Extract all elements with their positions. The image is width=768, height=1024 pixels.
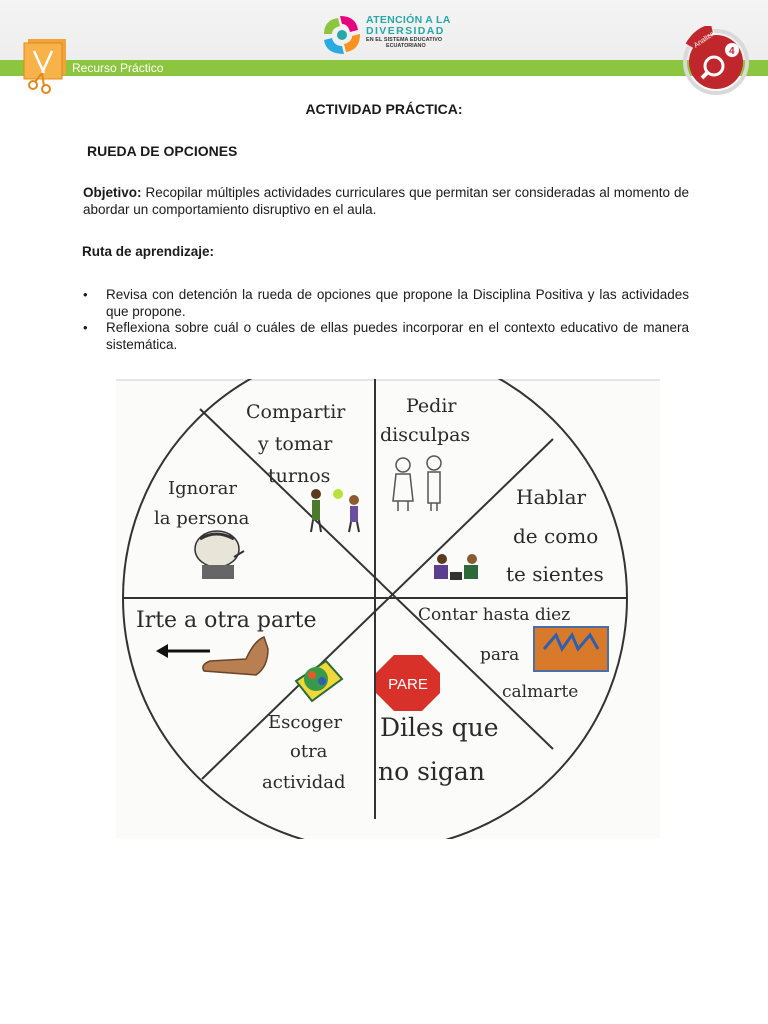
objective-text: Recopilar múltiples actividades curriculares que permitan ser consideradas al momento de abordar un comportamiento disruptivo en el aula.	[83, 185, 689, 217]
label-pedir	[380, 395, 470, 446]
label-line: te sientes	[506, 562, 604, 586]
instructions-list	[82, 287, 689, 353]
label-line: Irte a otra parte	[136, 608, 317, 633]
label-line: otra	[290, 741, 328, 762]
apologizing-kids-icon	[393, 456, 441, 511]
counting-hands-icon	[534, 627, 608, 671]
badge-number: 4	[729, 46, 735, 57]
label-line: Compartir	[246, 401, 346, 423]
route-heading: Ruta de aprendizaje:	[82, 244, 215, 259]
stop-sign-text: PARE	[388, 676, 428, 693]
stop-sign-icon	[376, 655, 440, 711]
logo-line-2: DIVERSIDAD	[366, 25, 445, 37]
kids-sharing-icon	[311, 489, 359, 532]
label-diles	[378, 713, 506, 786]
label-line: Pedir	[406, 395, 457, 417]
logo-line-4: ECUATORIANO	[386, 43, 426, 49]
label-line: Contar hasta diez	[418, 605, 571, 625]
label-line: de como	[513, 524, 599, 548]
label-line: la persona	[154, 508, 250, 529]
objective-paragraph	[83, 184, 689, 218]
resource-label: Recurso Práctico	[72, 61, 164, 75]
page-title: ACTIVIDAD PRÁCTICA:	[305, 101, 463, 117]
ignoring-man-icon	[195, 531, 244, 579]
wheel-svg	[116, 379, 660, 839]
logo-line-1: ATENCIÓN A LA	[366, 14, 451, 26]
label-line: calmarte	[502, 682, 579, 702]
label-line: disculpas	[380, 424, 471, 446]
label-line: Diles que	[380, 713, 499, 742]
label-line: no sigan	[378, 757, 485, 786]
label-line: Ignorar	[168, 478, 238, 499]
talking-kids-icon	[434, 554, 478, 580]
label-line: y tomar	[258, 433, 333, 455]
label-compartir	[246, 401, 351, 487]
label-irte	[136, 608, 316, 633]
label-hablar	[506, 485, 605, 586]
arrow-left-icon	[156, 644, 210, 658]
label-line: actividad	[262, 772, 346, 793]
resource-scissors-icon	[22, 37, 68, 95]
section-subtitle: RUEDA DE OPCIONES	[87, 143, 238, 159]
label-line: para	[480, 645, 520, 665]
label-ignorar	[154, 478, 250, 529]
list-item: • Revisa con detención la rueda de opciones que propone la Disciplina Positiva y las actividades que propone.	[82, 287, 689, 320]
wheel-spoke-diagonal-1	[200, 409, 553, 749]
options-wheel-figure	[116, 379, 660, 839]
label-line: turnos	[268, 465, 331, 487]
foot-icon	[203, 637, 268, 675]
badge-text: Analizar	[692, 29, 718, 50]
logo-wordmark	[366, 15, 466, 49]
logo-line-3: EN EL SISTEMA EDUCATIVO	[366, 37, 443, 43]
list-item: • Reflexiona sobre cuál o cuáles de ellas puedes incorporar en el contexto educativo de manera sistemática.	[82, 320, 689, 353]
label-escoger	[262, 712, 348, 793]
label-line: Hablar	[516, 485, 587, 509]
label-line: Escoger	[268, 712, 343, 733]
objective-label: Objetivo:	[83, 185, 142, 200]
activity-game-icon	[296, 661, 342, 701]
analizar-badge-icon	[680, 26, 750, 96]
